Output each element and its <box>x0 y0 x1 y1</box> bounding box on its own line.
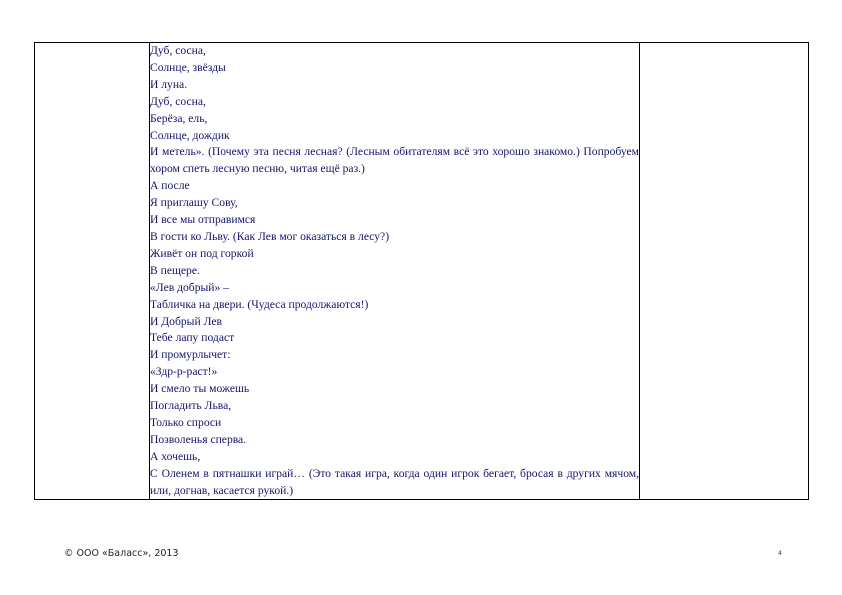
poem-line: И Добрый Лев <box>150 314 222 328</box>
poem-line: И смело ты можешь <box>150 382 250 396</box>
poem-line: Тебе лапу подаст <box>150 331 235 345</box>
poem-line: В гости ко Льву. (Как Лев мог оказаться в лесу?) <box>150 229 390 243</box>
lesson-table <box>34 42 809 500</box>
right-column-cell <box>640 43 809 500</box>
poem-line: А после <box>150 179 190 193</box>
left-column-cell <box>35 43 150 500</box>
poem-line: В пещере. <box>150 263 200 277</box>
poem-line: «Лев добрый» – <box>150 280 229 294</box>
poem-paragraph: С Оленем в пятнашки играй… (Это такая игра, когда один игрок бегает, бросая в других мячом, или, догнав, касается рукой.) <box>150 466 639 497</box>
footer-copyright: © ООО «Баласс», 2013 <box>64 548 179 559</box>
poem-line: И все мы отправимся <box>150 213 256 227</box>
poem-line: Берёза, ель, <box>150 111 208 125</box>
poem-line: А хочешь, <box>150 449 201 463</box>
poem-line: Солнце, звёзды <box>150 60 226 74</box>
page-number: 4 <box>778 550 782 557</box>
poem-line: И луна. <box>150 77 188 91</box>
poem-line: Позволенья сперва. <box>150 432 247 446</box>
poem-line: Живёт он под горкой <box>150 246 254 260</box>
poem-line: Погладить Льва, <box>150 399 232 413</box>
poem-line: Дуб, сосна, <box>150 44 206 57</box>
poem-line: И промурлычет: <box>150 348 231 362</box>
poem-line: Солнце, дождик <box>150 128 230 142</box>
poem-line: Табличка на двери. (Чудеса продолжаются!) <box>150 297 369 311</box>
poem-line: «Здр-р-раст!» <box>150 365 218 379</box>
poem-line: Дуб, сосна, <box>150 94 206 108</box>
poem-line: Я приглашу Сову, <box>150 196 238 210</box>
table-row <box>35 43 809 500</box>
poem-paragraph: И метель». (Почему эта песня лесная? (Лесным обитателям всё это хорошо знакомо.) Попробуем хором спеть лесную песню, читая ещё раз.) <box>150 145 639 176</box>
text-column-cell <box>150 43 640 500</box>
poem-line: Только спроси <box>150 415 222 429</box>
